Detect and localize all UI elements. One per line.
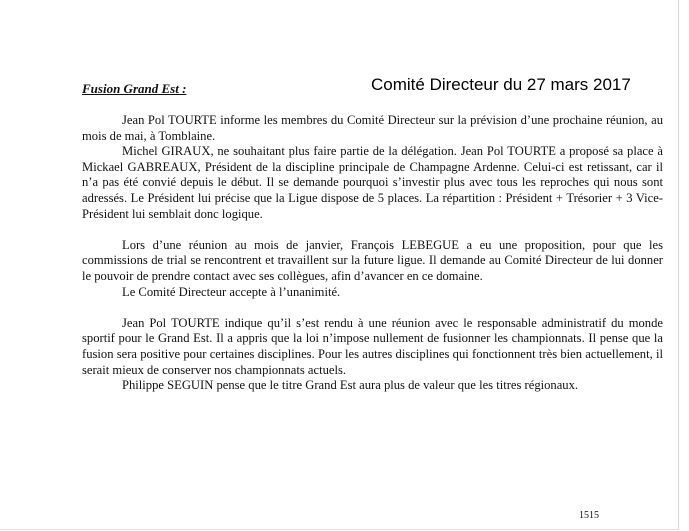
paragraph-6: Philippe SEGUIN pense que le titre Grand Est aura plus de valeur que les titres régionaux. [122, 378, 579, 393]
paragraph-3: Lors d’une réunion au mois de janvier, François LEBEGUE a eu une proposition, pour que les commissions de trial se rencontrent et travaillent sur la future ligue. Il demande au Comité Directeur de lui donner le pouvoir de prendre contact avec ses collègues, afin d’avancer en ce domaine. [82, 237, 663, 283]
meeting-header: Comité Directeur du 27 mars 2017 [371, 75, 631, 94]
document-body [82, 113, 663, 394]
section-title: Fusion Grand Est : [82, 81, 187, 96]
paragraph-1: Jean Pol TOURTE informe les membres du Comité Directeur sur la prévision d’une prochaine réunion, au mois de mai, à Tomblaine. [82, 113, 663, 143]
paragraph-4: Le Comité Directeur accepte à l’unanimité. [122, 284, 341, 299]
paragraph-2: Michel GIRAUX, ne souhaitant plus faire partie de la délégation. Jean Pol TOURTE a proposé sa place à Mickael GABREAUX, Président de la discipline principale de Champagne Ardenne. Celui-ci est retissant, car il n’a pas été convié depuis le début. Il se demande pourquoi s’investir plus avec tous les reproches qui nous sont adressés. Le Président lui précise que la Ligue dispose de 5 places. La répartition : Président + Trésorier + 3 Vice-Président lui semblait donc logique. [82, 144, 663, 221]
page-number: 1515 [579, 510, 599, 521]
paragraph-5: Jean Pol TOURTE indique qu’il s’est rendu à une réunion avec le responsable administratif du monde sportif pour le Grand Est. Il a appris que la loi n’impose nullement de fusionner les championnats. Il pense que la fusion sera positive pour certaines disciplines. Pour les autres disciplines qui fonctionnent très bien actuellement, il serait mieux de conserver nos championnats actuels. [82, 315, 663, 377]
